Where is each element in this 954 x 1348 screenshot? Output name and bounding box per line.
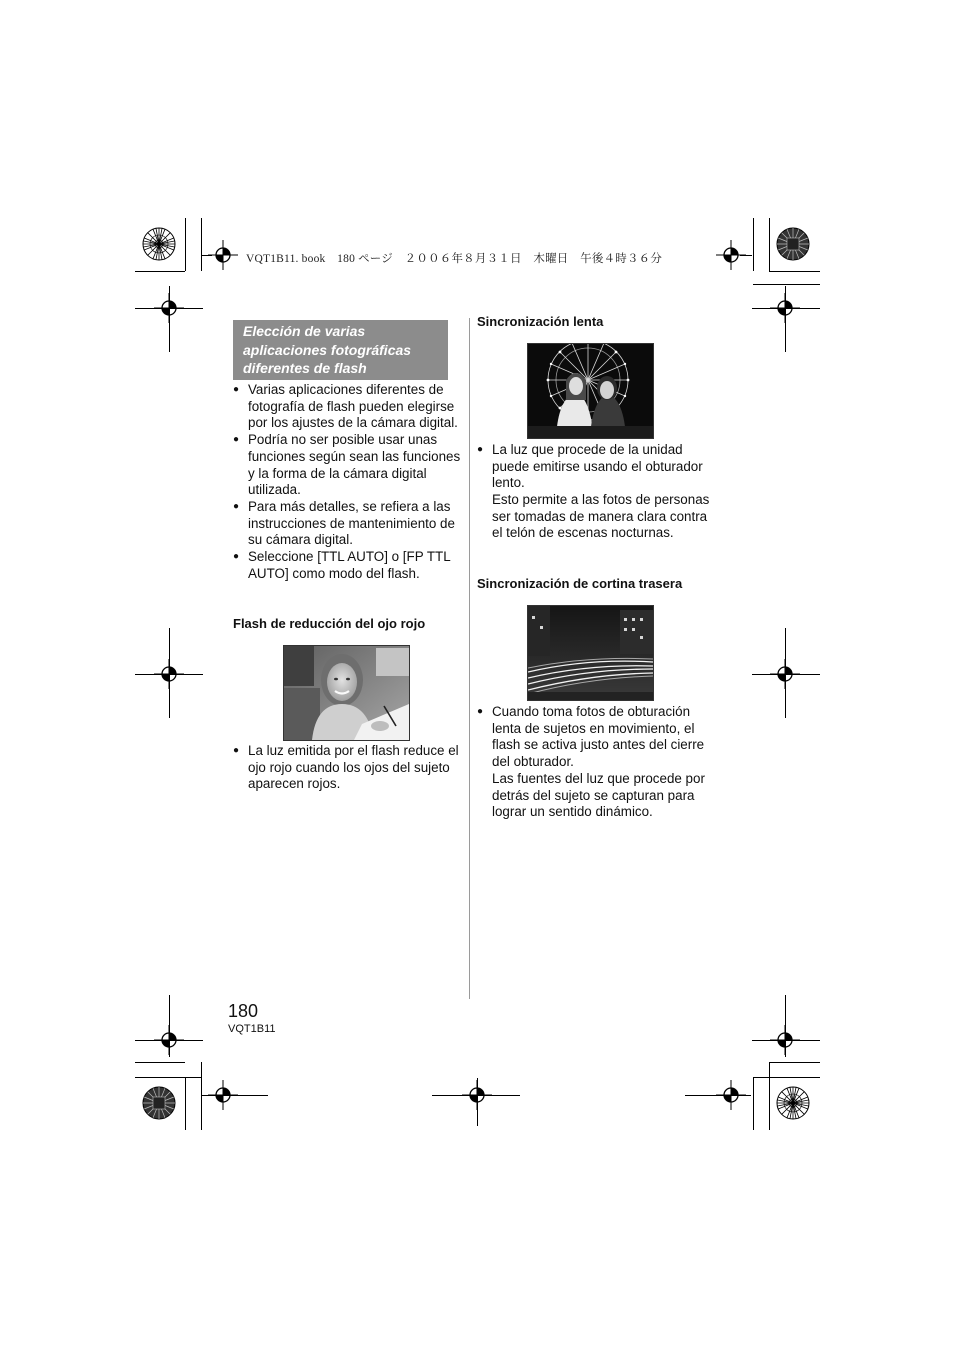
crosshair-line (432, 1095, 520, 1096)
rear-curtain-note: Las fuentes del luz que procede por detrás del sujeto se capturan para lograr un sentido dinámico. (492, 771, 705, 820)
crosshair-line (477, 1078, 478, 1126)
night-traffic-photo (527, 605, 654, 701)
rear-curtain-bullet-list (477, 704, 709, 771)
red-eye-heading: Flash de reducción del ojo rojo (233, 616, 426, 631)
print-target-icon (142, 227, 176, 261)
crosshair-line (169, 995, 170, 1057)
crosshair-line (752, 308, 820, 309)
list-item: ● La luz emitida por el flash reduce el ojo rojo cuando los ojos del sujeto aparecen rojos. (233, 743, 465, 793)
crosshair-line (202, 255, 212, 256)
intro-bullet-list (233, 382, 465, 582)
slow-sync-note: Esto permite a las fotos de personas ser tomadas de manera clara contra el telón de escenas nocturnas. (492, 492, 710, 541)
rear-curtain-heading: Sincronización de cortina trasera (477, 576, 683, 591)
crosshair-line (135, 1040, 203, 1041)
list-item: ● La luz que procede de la unidad puede emitirse usando el obturador lento. (477, 442, 709, 492)
list-item: ● Seleccione [TTL AUTO] o [FP TTL AUTO] como modo del flash. (233, 549, 465, 582)
crosshair-line (135, 674, 203, 675)
print-target-icon (776, 1086, 810, 1120)
print-target-icon (776, 227, 810, 261)
slow-sync-bullet-list (477, 442, 709, 492)
crosshair-line (169, 286, 170, 352)
crosshair-line (169, 628, 170, 718)
crosshair-line (685, 1095, 751, 1096)
print-file-info: VQT1B11. book 180 ページ ２００６年８月３１日 木曜日 午後４時３６分 (246, 253, 663, 265)
column-divider (469, 318, 470, 999)
list-item: ● Podría no ser posible usar unas funciones según sean las funciones y la forma de la cámara digital utilizada. (233, 432, 465, 499)
ferris-wheel-night-photo (527, 343, 654, 439)
crosshair-line (785, 286, 786, 352)
crosshair-line (135, 308, 203, 309)
crosshair-line (752, 674, 820, 675)
list-item: ● Varias aplicaciones diferentes de fotografía de flash pueden elegirse por los ajustes de la cámara digital. (233, 382, 465, 432)
girl-portrait-photo (283, 645, 410, 741)
crosshair-line (752, 1040, 820, 1041)
list-item: ● Cuando toma fotos de obturación lenta de sujetos en movimiento, el flash se activa justo antes del cierre del obturador. (477, 704, 709, 771)
print-target-icon (142, 1086, 176, 1120)
crosshair-line (785, 995, 786, 1057)
crosshair-line (202, 1095, 268, 1096)
red-eye-bullet-list (233, 743, 465, 793)
crosshair-line (740, 255, 752, 256)
crosshair-line (785, 628, 786, 718)
section-title-box (233, 320, 448, 380)
slow-sync-heading: Sincronización lenta (477, 314, 604, 329)
document-code: VQT1B11 (228, 1023, 276, 1035)
list-item: ● Para más detalles, se refiera a las instrucciones de mantenimiento de su cámara digital. (233, 499, 465, 549)
page-number: 180 (228, 1001, 259, 1021)
section-title: Elección de varias aplicaciones fotográficas diferentes de flash (243, 323, 412, 376)
registration-mark-icon (208, 240, 238, 270)
